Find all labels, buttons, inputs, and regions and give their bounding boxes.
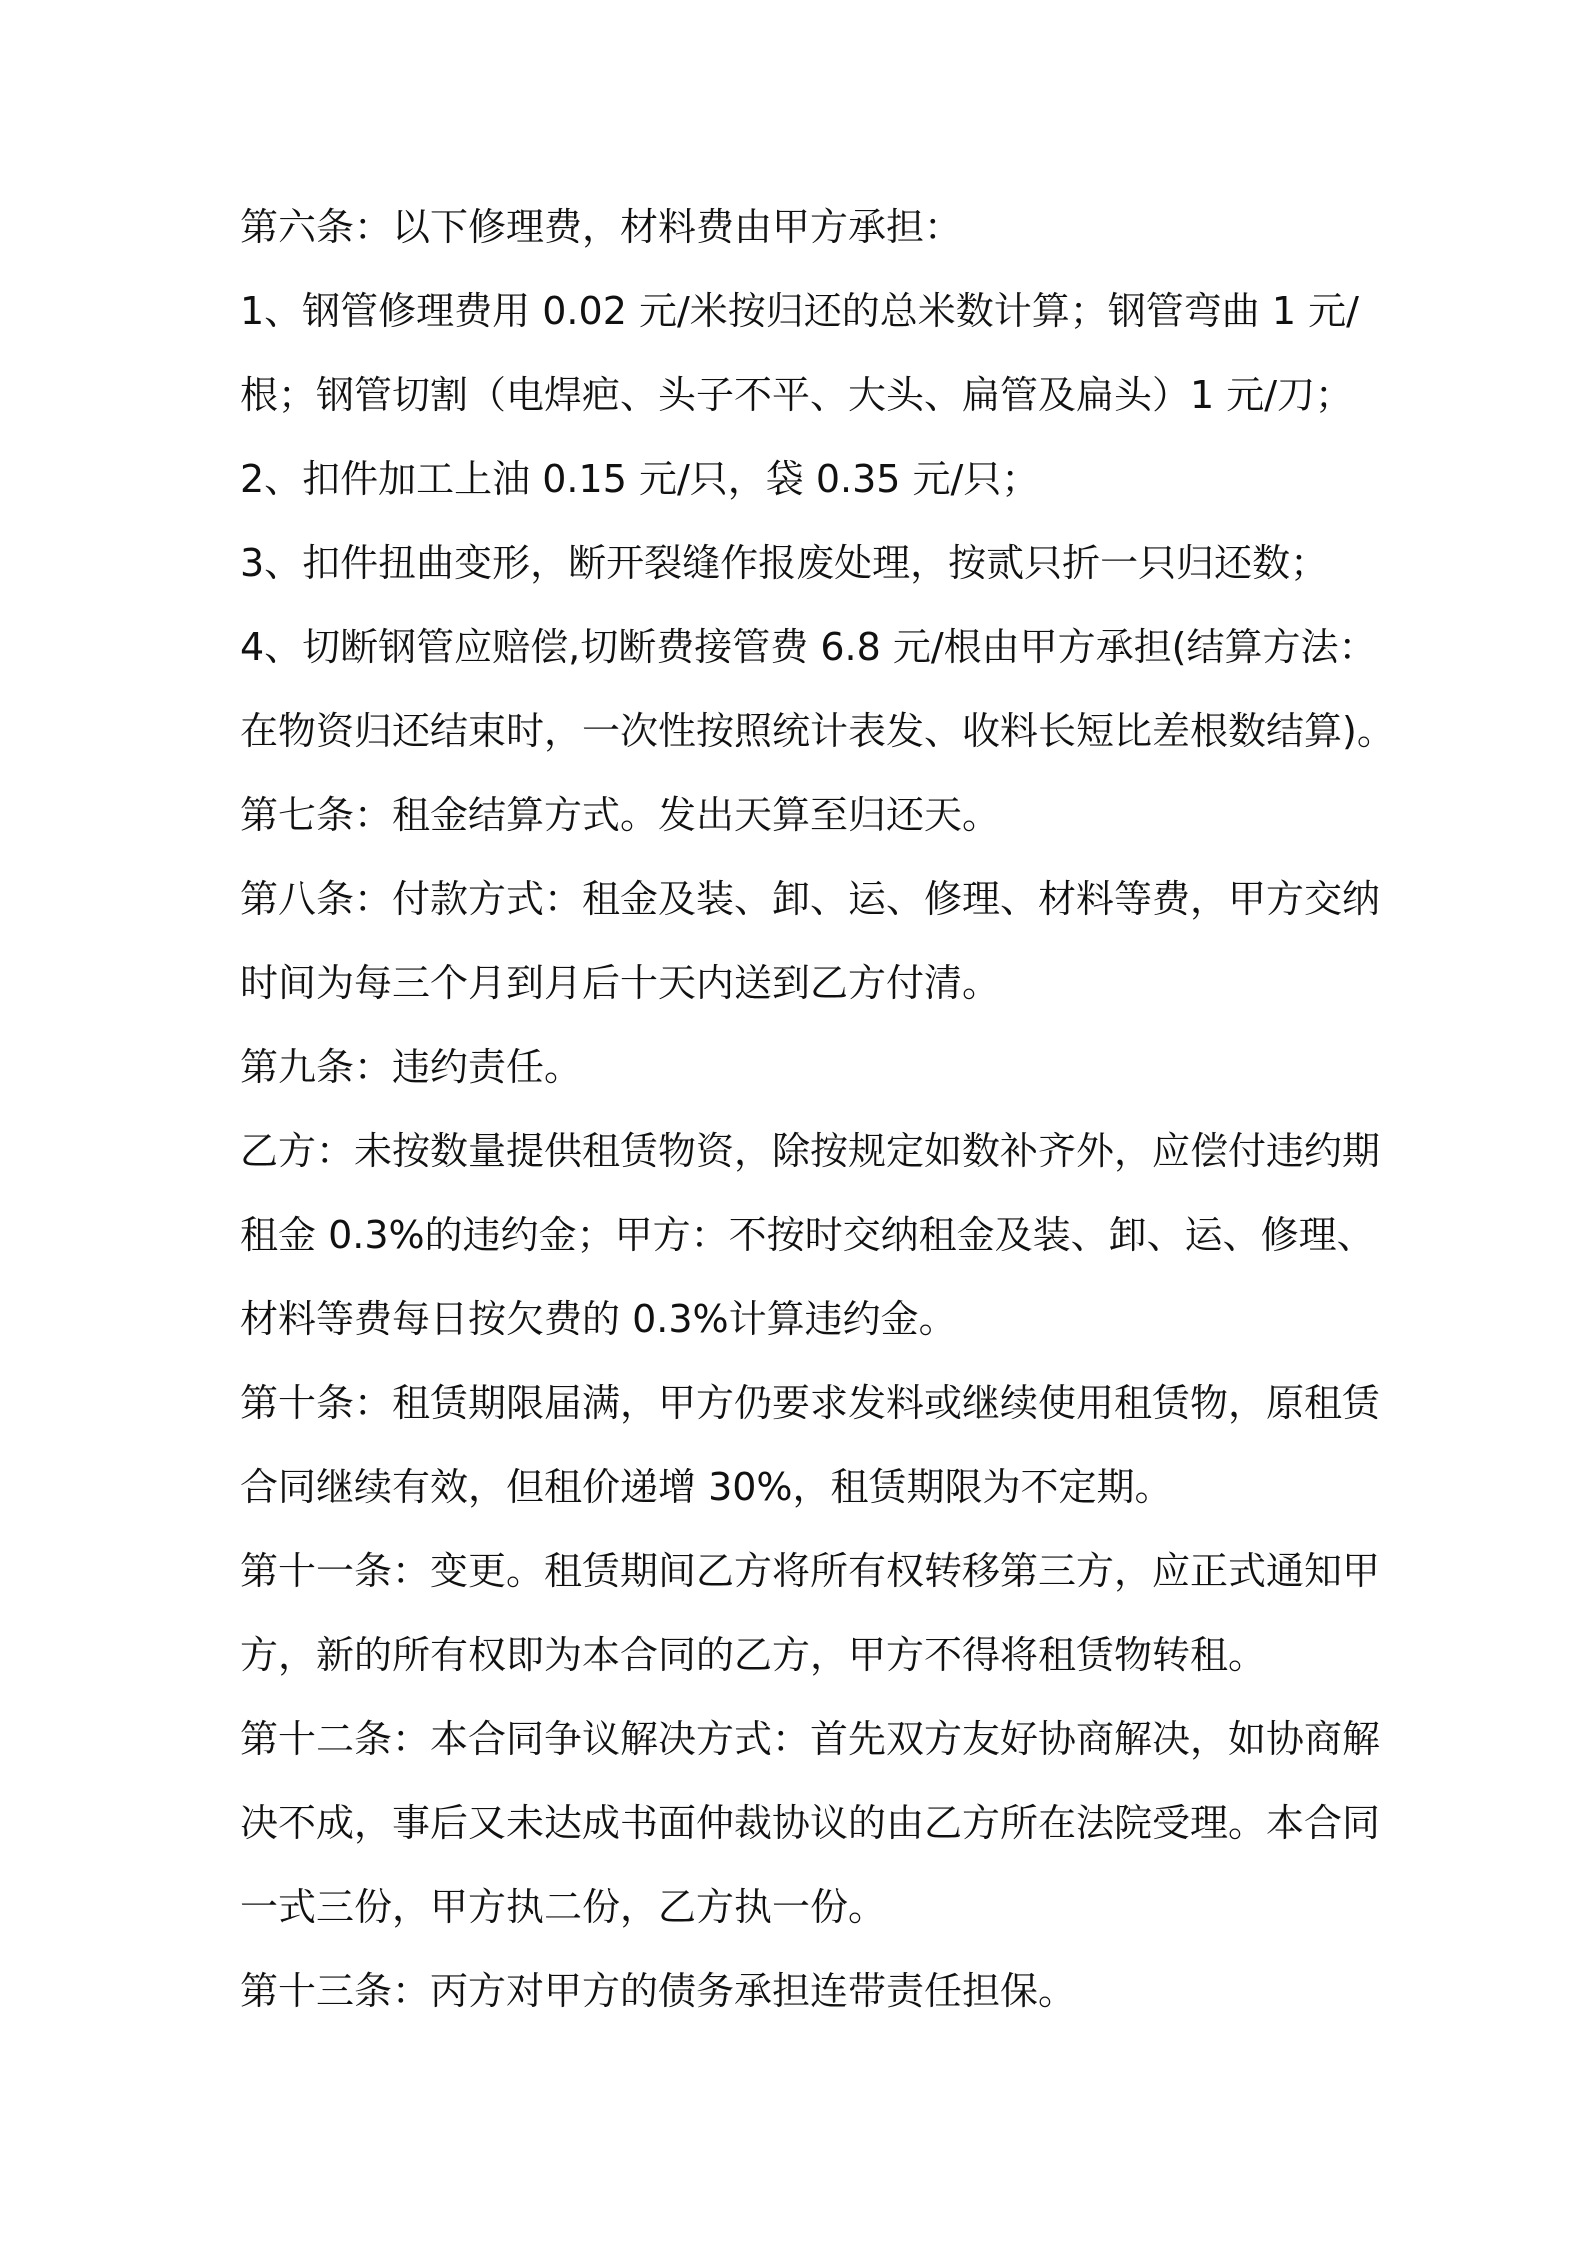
- article-11-line-1: 第十一条：变更。租赁期间乙方将所有权转移第三方，应正式通知甲: [240, 1549, 1381, 1593]
- article-13: 第十三条：丙方对甲方的债务承担连带责任担保。: [240, 1969, 1077, 2013]
- article-6-item-4-line-1: 4、切断钢管应赔偿,切断费接管费 6.8 元/根由甲方承担(结算方法：: [240, 625, 1377, 669]
- article-9-line-1: 乙方：未按数量提供租赁物资，除按规定如数补齐外，应偿付违约期: [240, 1129, 1381, 1173]
- article-12-line-1: 第十二条：本合同争议解决方式：首先双方友好协商解决，如协商解: [240, 1717, 1381, 1761]
- article-11-line-2: 方，新的所有权即为本合同的乙方，甲方不得将租赁物转租。: [240, 1633, 1267, 1677]
- article-6-item-1-line-1: 1、钢管修理费用 0.02 元/米按归还的总米数计算；钢管弯曲 1 元/: [240, 289, 1359, 333]
- article-9-line-3: 材料等费每日按欠费的 0.3%计算违约金。: [240, 1297, 957, 1341]
- article-8-line-2: 时间为每三个月到月后十天内送到乙方付清。: [240, 961, 1001, 1005]
- article-10-line-1: 第十条：租赁期限届满，甲方仍要求发料或继续使用租赁物，原租赁: [240, 1381, 1381, 1425]
- article-9-line-2: 租金 0.3%的违约金；甲方：不按时交纳租金及装、卸、运、修理、: [240, 1213, 1375, 1257]
- article-6-item-4-line-2: 在物资归还结束时，一次性按照统计表发、收料长短比差根数结算)。: [240, 709, 1395, 753]
- article-8-line-1: 第八条：付款方式：租金及装、卸、运、修理、材料等费，甲方交纳: [240, 877, 1381, 921]
- article-10-line-2: 合同继续有效，但租价递增 30%，租赁期限为不定期。: [240, 1465, 1173, 1509]
- article-6-item-3: 3、扣件扭曲变形，断开裂缝作报废处理，按贰只折一只归还数；: [240, 541, 1329, 585]
- article-12-line-2: 决不成，事后又未达成书面仲裁协议的由乙方所在法院受理。本合同: [240, 1801, 1381, 1845]
- article-6-item-1-line-2: 根；钢管切割（电焊疤、头子不平、大头、扁管及扁头）1 元/刀；: [240, 373, 1354, 417]
- article-7: 第七条：租金结算方式。发出天算至归还天。: [240, 793, 1001, 837]
- article-6-heading: 第六条：以下修理费，材料费由甲方承担：: [240, 205, 963, 249]
- document-body: [240, 185, 1395, 2033]
- article-6-item-2: 2、扣件加工上油 0.15 元/只，袋 0.35 元/只；: [240, 457, 1040, 501]
- article-12-line-3: 一式三份，甲方执二份，乙方执一份。: [240, 1885, 887, 1929]
- article-9-heading: 第九条：违约责任。: [240, 1045, 583, 1089]
